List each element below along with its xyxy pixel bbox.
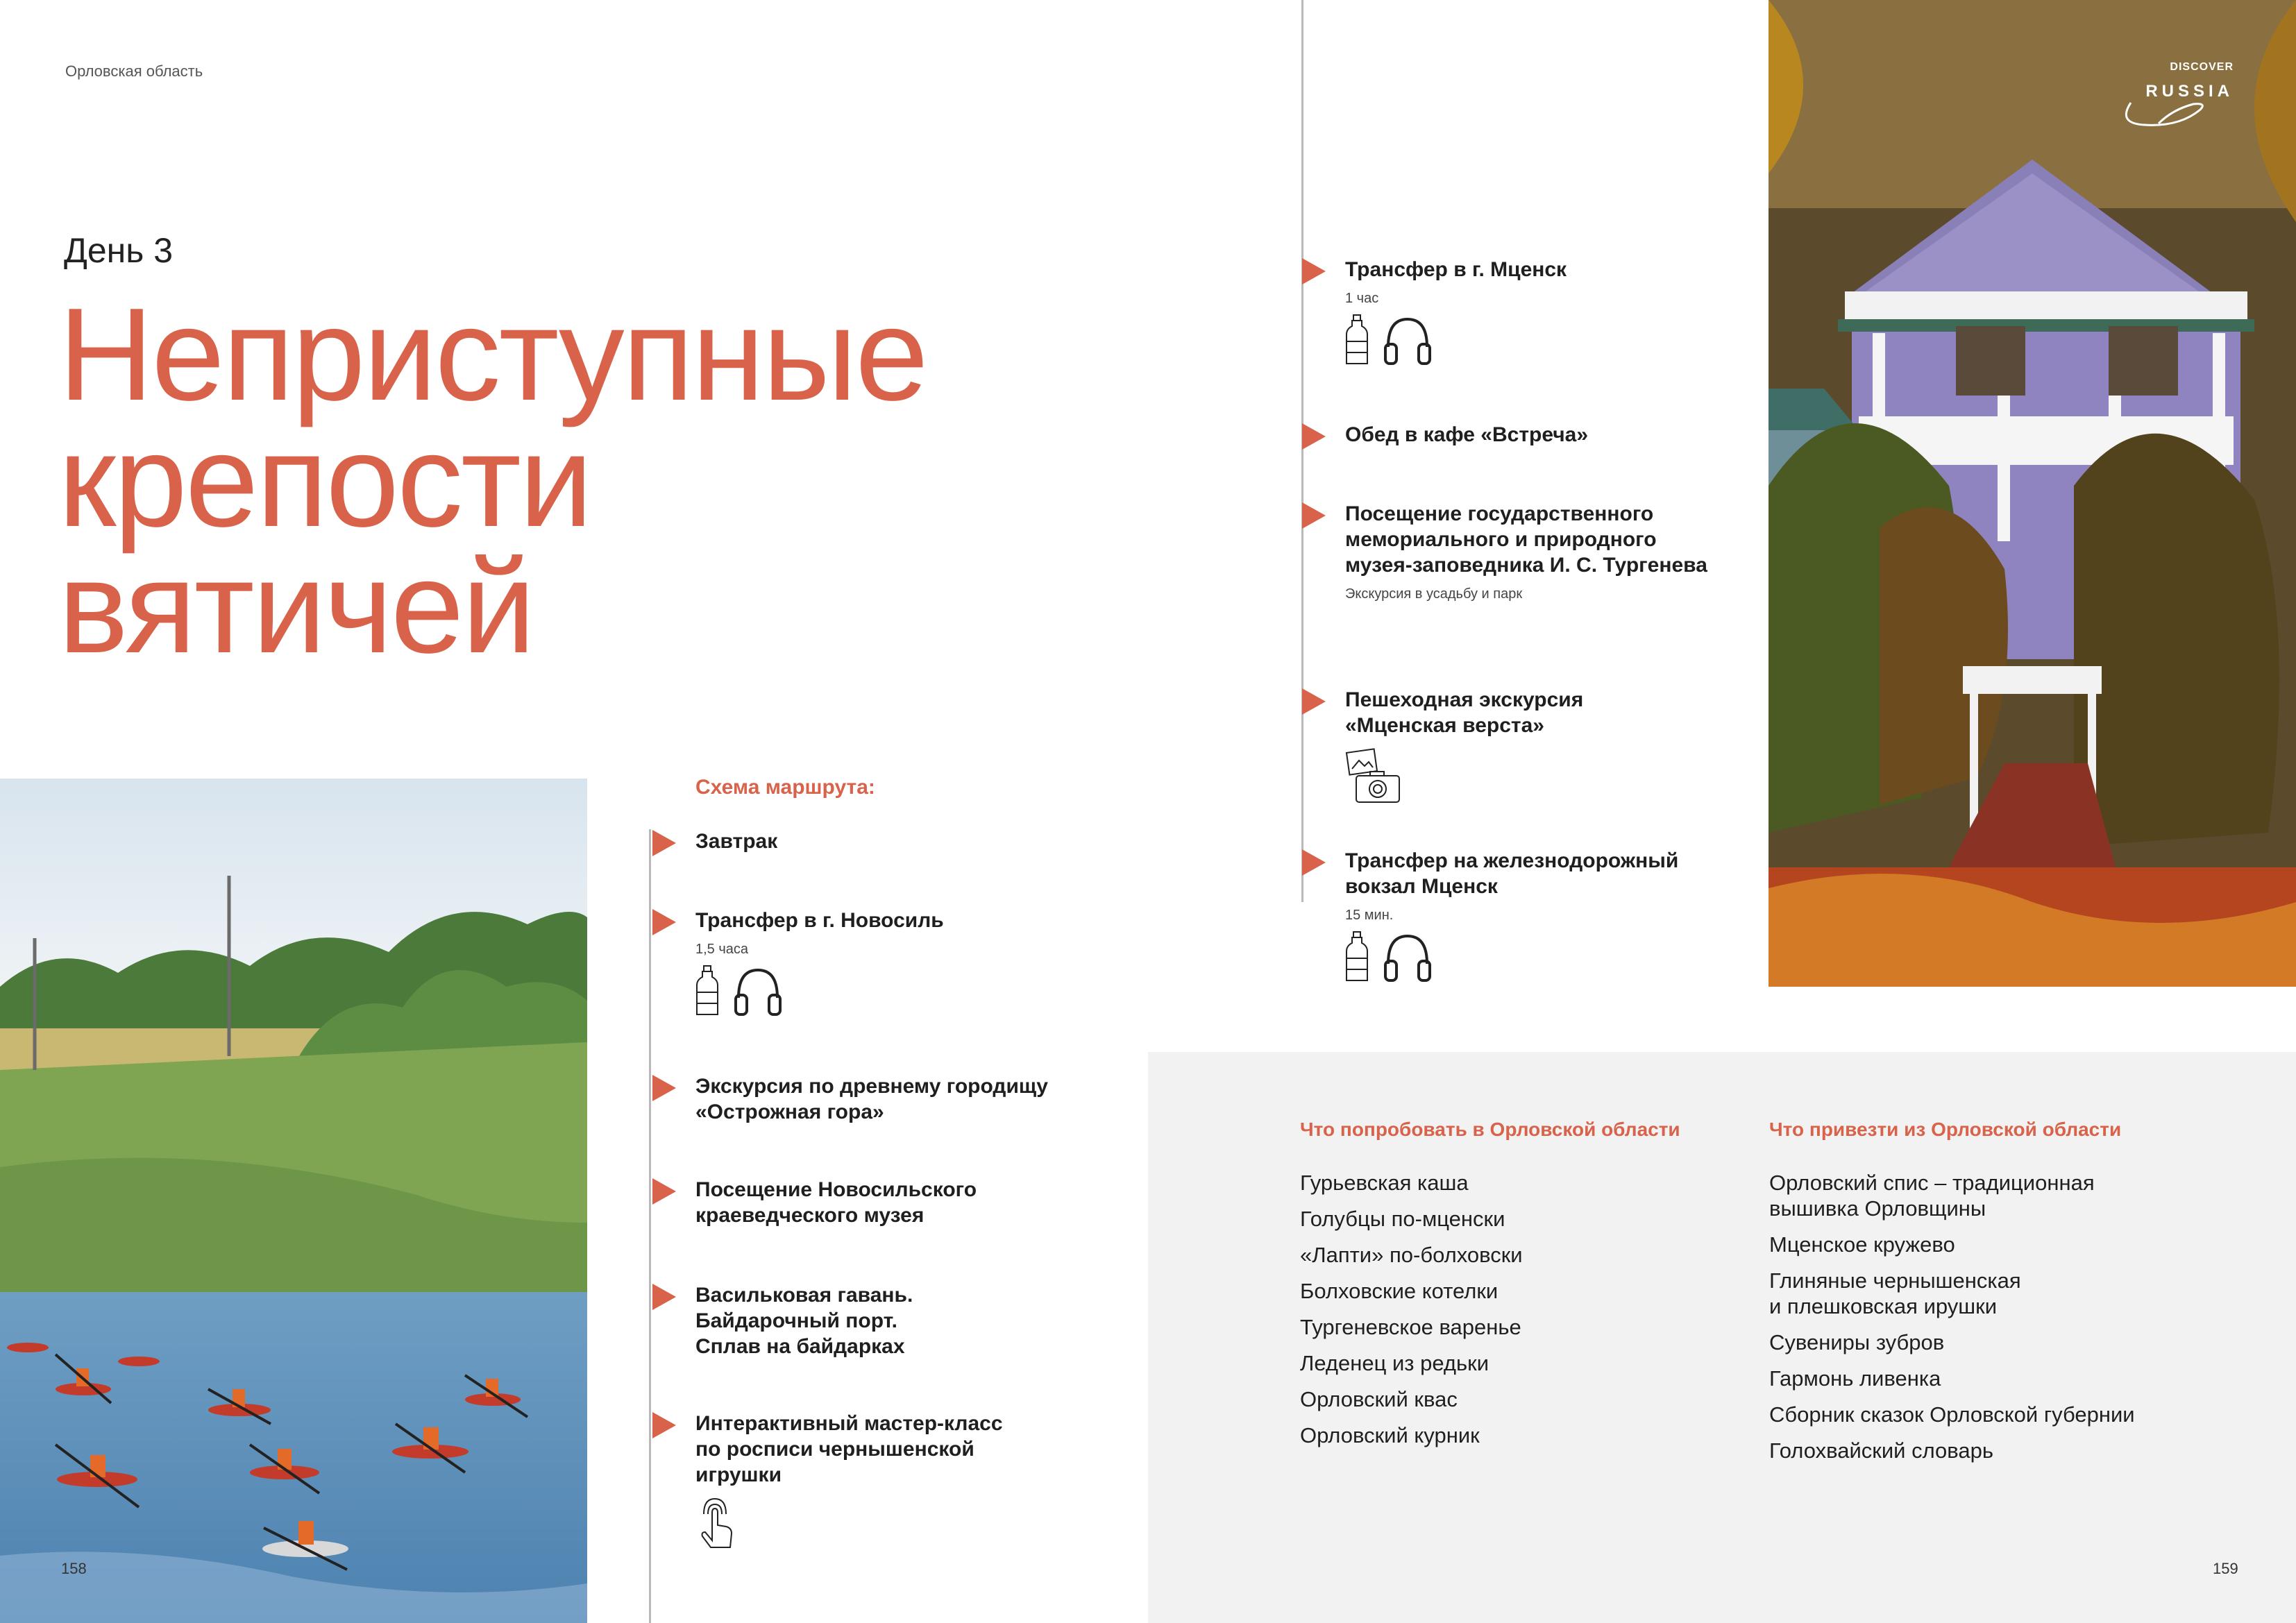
route-item-duration: 1 час: [1345, 291, 1379, 306]
route-item-text: Завтрак: [695, 830, 778, 853]
route-marker-icon: [652, 1284, 676, 1310]
river-kayaking-photo: [0, 779, 587, 1623]
bottle-icon: [695, 965, 719, 1017]
route-item: [695, 1073, 1048, 1125]
route-item-text: Пешеходная экскурсия «Мценская верста»: [1345, 688, 1584, 737]
route-item-text: Посещение Новосильского краеведческого музея: [695, 1178, 977, 1227]
route-marker-icon: [652, 909, 676, 935]
try-list-item: Голубцы по-мценски: [1300, 1207, 1505, 1231]
region-label: Орловская область: [65, 62, 203, 80]
route-marker-icon: [1302, 258, 1326, 284]
house-illustration: [1769, 0, 2296, 987]
route-item-text: Интерактивный мастер-класс по росписи чернышенской игрушки: [695, 1412, 1003, 1486]
logo-russia-text: RUSSIA: [2145, 82, 2234, 101]
route-item: [695, 1282, 913, 1359]
route-item-text: Васильковая гавань. Байдарочный порт. Сплав на байдарках: [695, 1284, 913, 1358]
bring-list-item: Гармонь ливенка: [1769, 1366, 1941, 1391]
bring-column: [1769, 1119, 2255, 1474]
route-item-duration: 15 мин.: [1345, 908, 1394, 923]
route-item: [1345, 848, 1678, 983]
try-list-item: Леденец из редьки: [1300, 1351, 1489, 1375]
river-kayaking-illustration: [0, 779, 587, 1623]
page-number-left: 158: [61, 1560, 87, 1577]
route-item-text: Экскурсия по древнему городищу «Острожная гора»: [695, 1075, 1048, 1123]
route-timeline-right: [1301, 0, 1303, 902]
try-list-item: Орловский курник: [1300, 1423, 1480, 1447]
try-list-item: Болховские котелки: [1300, 1279, 1499, 1303]
route-item: [695, 1411, 1003, 1550]
try-list-item: Орловский квас: [1300, 1387, 1458, 1411]
route-marker-icon: [1302, 849, 1326, 876]
logo-discover-text: DISCOVER: [2170, 61, 2234, 73]
bring-list-item: Глиняные чернышенская и плешковская ирушки: [1769, 1268, 2021, 1318]
discover-russia-logo: [2103, 61, 2242, 137]
try-column: [1300, 1119, 1744, 1459]
try-list-item: Гурьевская каша: [1300, 1171, 1469, 1195]
title-line: Неприступные: [58, 281, 927, 428]
route-marker-icon: [652, 830, 676, 856]
route-item-note: Экскурсия в усадьбу и парк: [1345, 586, 1523, 602]
title-line: крепости: [58, 407, 591, 554]
day-label: День 3: [64, 231, 174, 270]
bring-list-item: Сувениры зубров: [1769, 1330, 1945, 1354]
bottle-icon: [1345, 931, 1369, 983]
route-item: [1345, 422, 1588, 448]
touch-icon: [695, 1495, 736, 1550]
bring-list-item: Голохвайский словарь: [1769, 1438, 1994, 1463]
route-item-text: Посещение государственного мемориального и природного музея-заповедника И. С. Тургенева: [1345, 502, 1707, 577]
route-marker-icon: [1302, 423, 1326, 450]
route-item-text: Трансфер в г. Мценск: [1345, 258, 1567, 281]
headphones-icon: [1381, 931, 1434, 983]
page-title: [58, 281, 1099, 681]
route-timeline-left: [649, 829, 651, 1623]
try-list-item: Тургеневское варенье: [1300, 1315, 1521, 1339]
title-line: вятичей: [58, 534, 534, 681]
bring-list-item: Мценское кружево: [1769, 1232, 1955, 1257]
route-heading: Схема маршрута:: [695, 776, 875, 799]
bring-heading: Что привезти из Орловской области: [1769, 1119, 2122, 1140]
logo-swirl-icon: [2103, 61, 2242, 137]
route-item-text: Обед в кафе «Встреча»: [1345, 423, 1589, 446]
photo-camera-icon: [1345, 748, 1402, 805]
route-item: [695, 829, 777, 854]
route-item-text: Трансфер в г. Новосиль: [695, 909, 944, 932]
route-item: [695, 1177, 977, 1228]
bottle-icon: [1345, 314, 1369, 366]
headphones-icon: [1381, 314, 1434, 366]
try-heading: Что попробовать в Орловской области: [1300, 1119, 1680, 1140]
bring-list-item: Сборник сказок Орловской губернии: [1769, 1402, 2135, 1427]
turgenev-house-photo: [1769, 0, 2296, 987]
route-marker-icon: [1302, 688, 1326, 715]
headphones-icon: [732, 965, 784, 1017]
route-marker-icon: [652, 1412, 676, 1438]
route-marker-icon: [652, 1075, 676, 1101]
page-number-right: 159: [2213, 1560, 2238, 1577]
route-item-text: Трансфер на железнодорожный вокзал Мценск: [1345, 849, 1679, 898]
bring-list-item: Орловский спис – традиционная вышивка Орловщины: [1769, 1171, 2095, 1221]
route-marker-icon: [652, 1178, 676, 1205]
route-item: [1345, 257, 1567, 366]
try-list-item: «Лапти» по-болховски: [1300, 1243, 1523, 1267]
route-marker-icon: [1302, 502, 1326, 529]
route-item: [1345, 687, 1583, 805]
route-item: [695, 908, 944, 1017]
route-item-duration: 1,5 часа: [695, 942, 749, 957]
route-item: [1345, 501, 1707, 602]
